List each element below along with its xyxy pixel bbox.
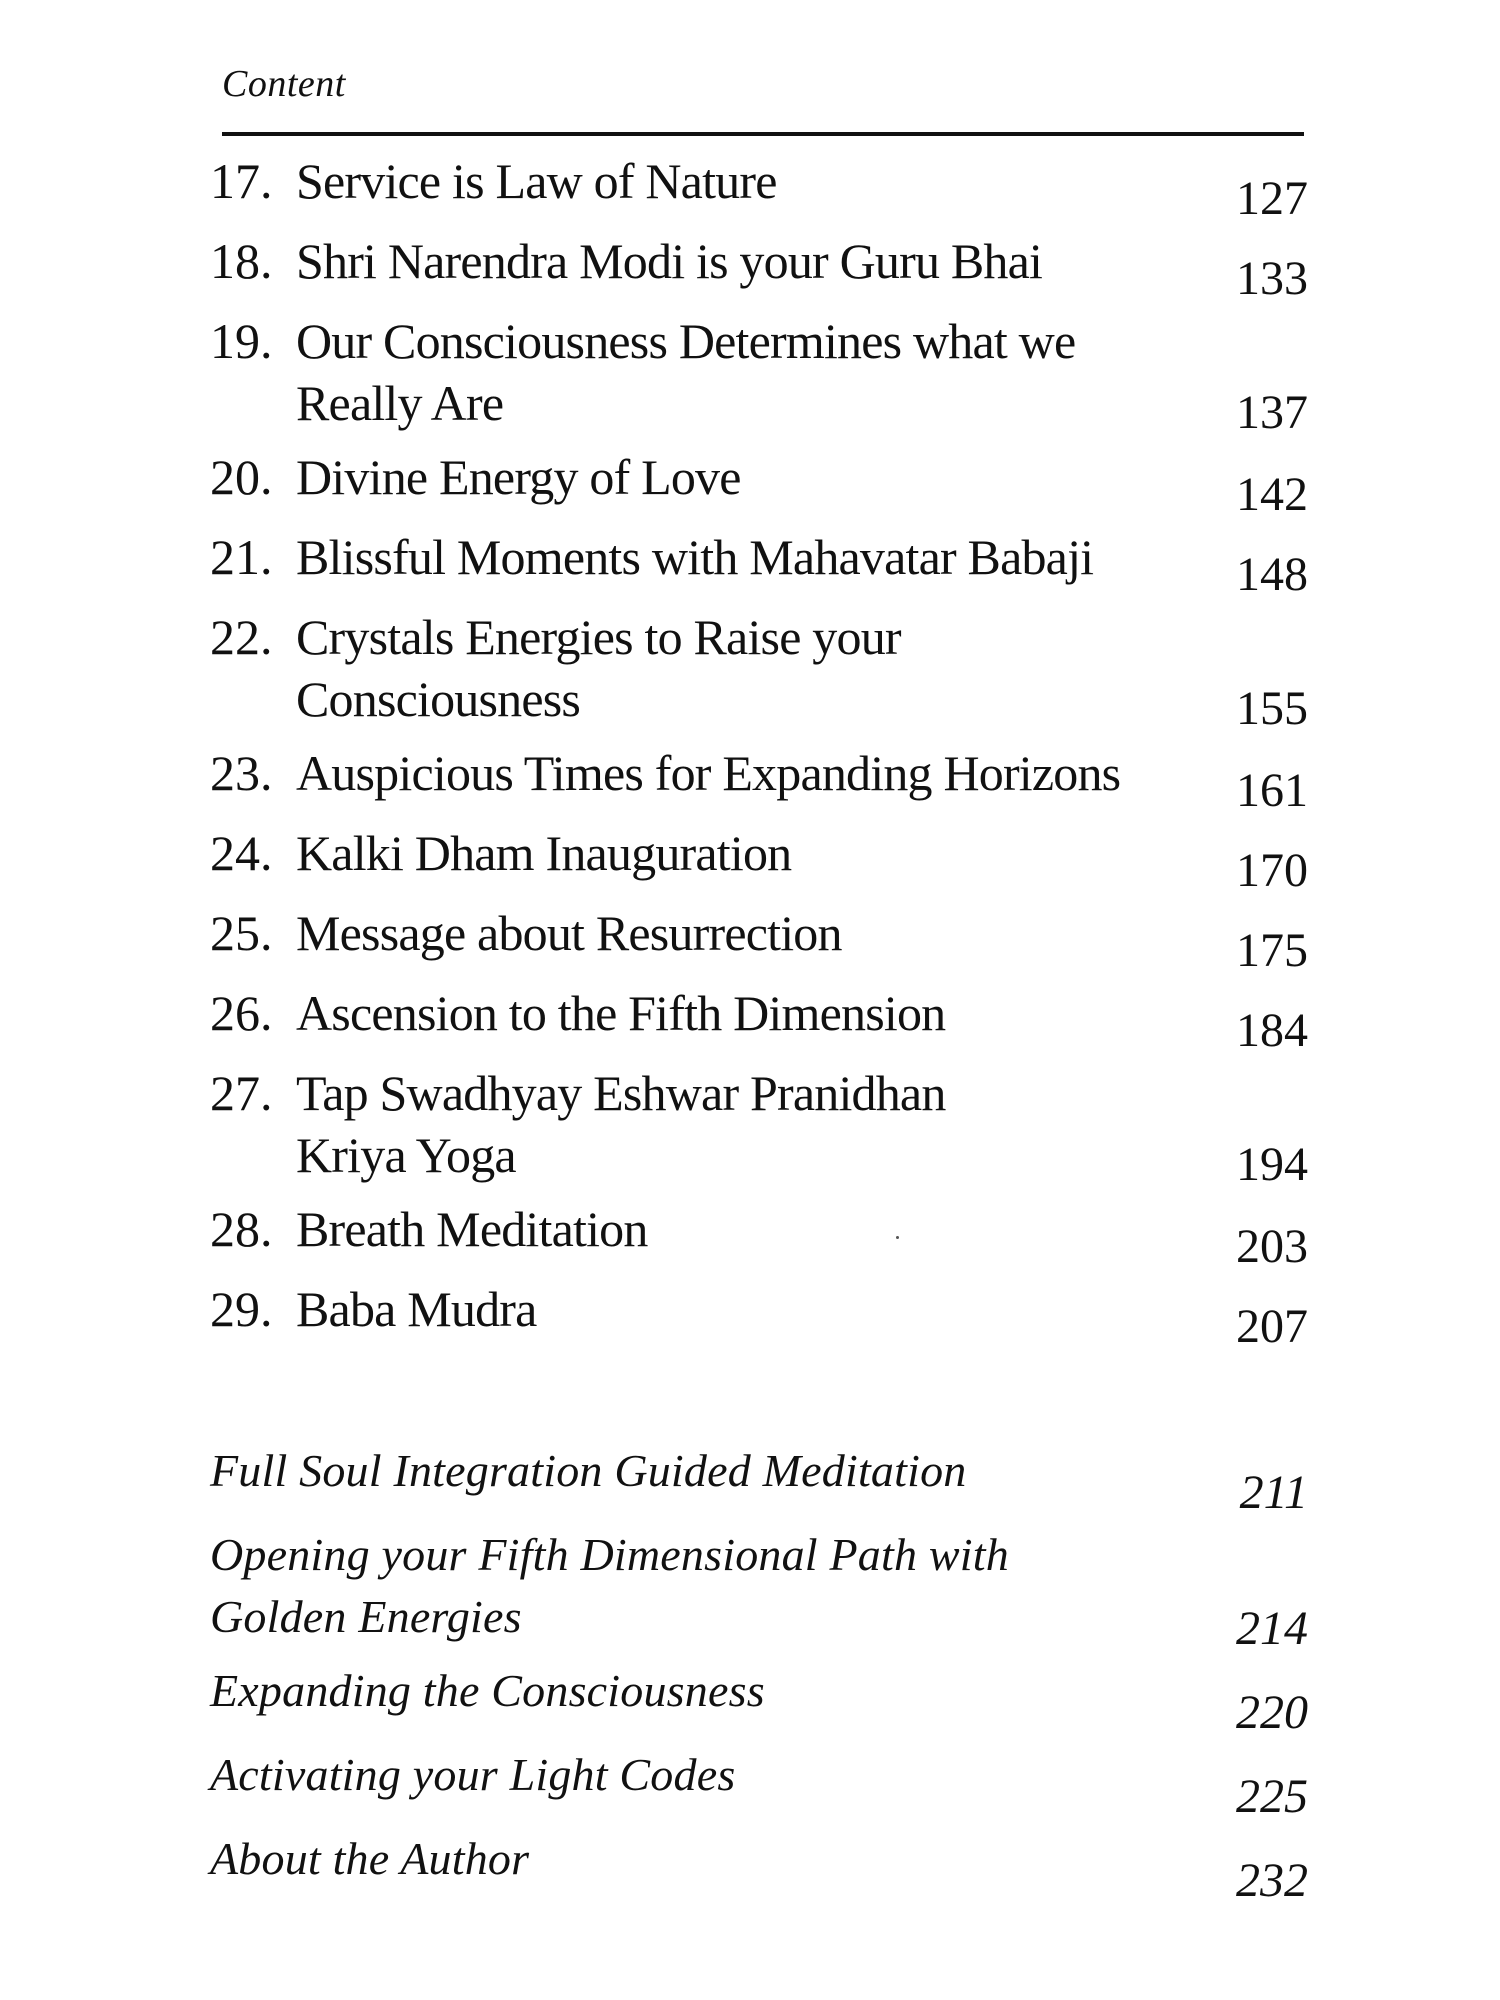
chapter-number: 21. [210, 529, 273, 585]
chapter-title: Baba Mudra [296, 1281, 537, 1337]
appendix-entry[interactable] [210, 1524, 1308, 1660]
toc-entry[interactable] [210, 1198, 1308, 1278]
appendix-title: Expanding the Consciousness [210, 1665, 765, 1716]
page-number: 203 [1236, 1220, 1308, 1273]
appendix-title: Activating your Light Codes [210, 1749, 736, 1800]
appendix-title: Full Soul Integration Guided Meditation [210, 1445, 967, 1496]
chapter-number: 19. [210, 313, 273, 369]
toc-entry[interactable] [210, 230, 1308, 310]
toc-entry[interactable] [210, 982, 1308, 1062]
chapter-number: 25. [210, 905, 273, 961]
appendix-title: About the Author [210, 1833, 530, 1884]
page-number: 220 [1236, 1686, 1308, 1739]
page-number: 175 [1236, 924, 1308, 977]
page-number: 184 [1236, 1004, 1308, 1057]
appendix-entry[interactable] [210, 1440, 1308, 1524]
chapter-title: Auspicious Times for Expanding Horizons [296, 745, 1121, 801]
page-number: 232 [1236, 1854, 1308, 1907]
scan-speck [896, 1236, 899, 1239]
page-number: 225 [1236, 1770, 1308, 1823]
page-number: 170 [1236, 844, 1308, 897]
chapter-title: Our Consciousness Determines what we Really Are [296, 313, 1076, 431]
chapter-title: Shri Narendra Modi is your Guru Bhai [296, 233, 1043, 289]
page-number: 142 [1236, 468, 1308, 521]
chapter-number: 22. [210, 609, 273, 665]
chapter-title: Tap Swadhyay Eshwar Pranidhan Kriya Yoga [296, 1065, 946, 1183]
chapter-number: 23. [210, 745, 273, 801]
chapter-number: 24. [210, 825, 273, 881]
toc-entry[interactable] [210, 446, 1308, 526]
chapter-title: Ascension to the Fifth Dimension [296, 985, 946, 1041]
toc-entry[interactable] [210, 606, 1308, 742]
chapter-title: Message about Resurrection [296, 905, 842, 961]
page-number: 214 [1236, 1602, 1308, 1655]
chapter-title: Crystals Energies to Raise your Consciousness [296, 609, 901, 727]
page-number: 133 [1236, 252, 1308, 305]
page-number: 137 [1236, 386, 1308, 439]
appendix-list [210, 1440, 1308, 1912]
chapter-title: Service is Law of Nature [296, 153, 777, 209]
chapter-title: Divine Energy of Love [296, 449, 741, 505]
page-number: 148 [1236, 548, 1308, 601]
appendix-entry[interactable] [210, 1744, 1308, 1828]
toc-entry[interactable] [210, 742, 1308, 822]
chapter-number: 17. [210, 153, 273, 209]
chapter-number: 26. [210, 985, 273, 1041]
toc-entry[interactable] [210, 310, 1308, 446]
toc-entry[interactable] [210, 902, 1308, 982]
chapter-number: 20. [210, 449, 273, 505]
page-number: 161 [1236, 764, 1308, 817]
chapter-title: Breath Meditation [296, 1201, 648, 1257]
toc-entry[interactable] [210, 1062, 1308, 1198]
appendix-entry[interactable] [210, 1828, 1308, 1912]
page-number: 127 [1236, 172, 1308, 225]
chapter-number: 18. [210, 233, 273, 289]
page-number: 155 [1236, 682, 1308, 735]
chapter-number: 27. [210, 1065, 273, 1121]
chapter-number: 29. [210, 1281, 273, 1337]
toc-entry[interactable] [210, 822, 1308, 902]
page-number: 211 [1239, 1466, 1308, 1519]
toc-list [210, 150, 1308, 1358]
toc-entry[interactable] [210, 526, 1308, 606]
page-number: 207 [1236, 1300, 1308, 1353]
chapter-number: 28. [210, 1201, 273, 1257]
page-number: 194 [1236, 1138, 1308, 1191]
chapter-title: Kalki Dham Inauguration [296, 825, 792, 881]
appendix-title: Opening your Fifth Dimensional Path with Golden Energies [210, 1529, 1009, 1642]
running-head: Content [222, 63, 346, 105]
chapter-title: Blissful Moments with Mahavatar Babaji [296, 529, 1094, 585]
toc-entry[interactable] [210, 150, 1308, 230]
header-rule [222, 132, 1304, 136]
appendix-entry[interactable] [210, 1660, 1308, 1744]
toc-entry[interactable] [210, 1278, 1308, 1358]
